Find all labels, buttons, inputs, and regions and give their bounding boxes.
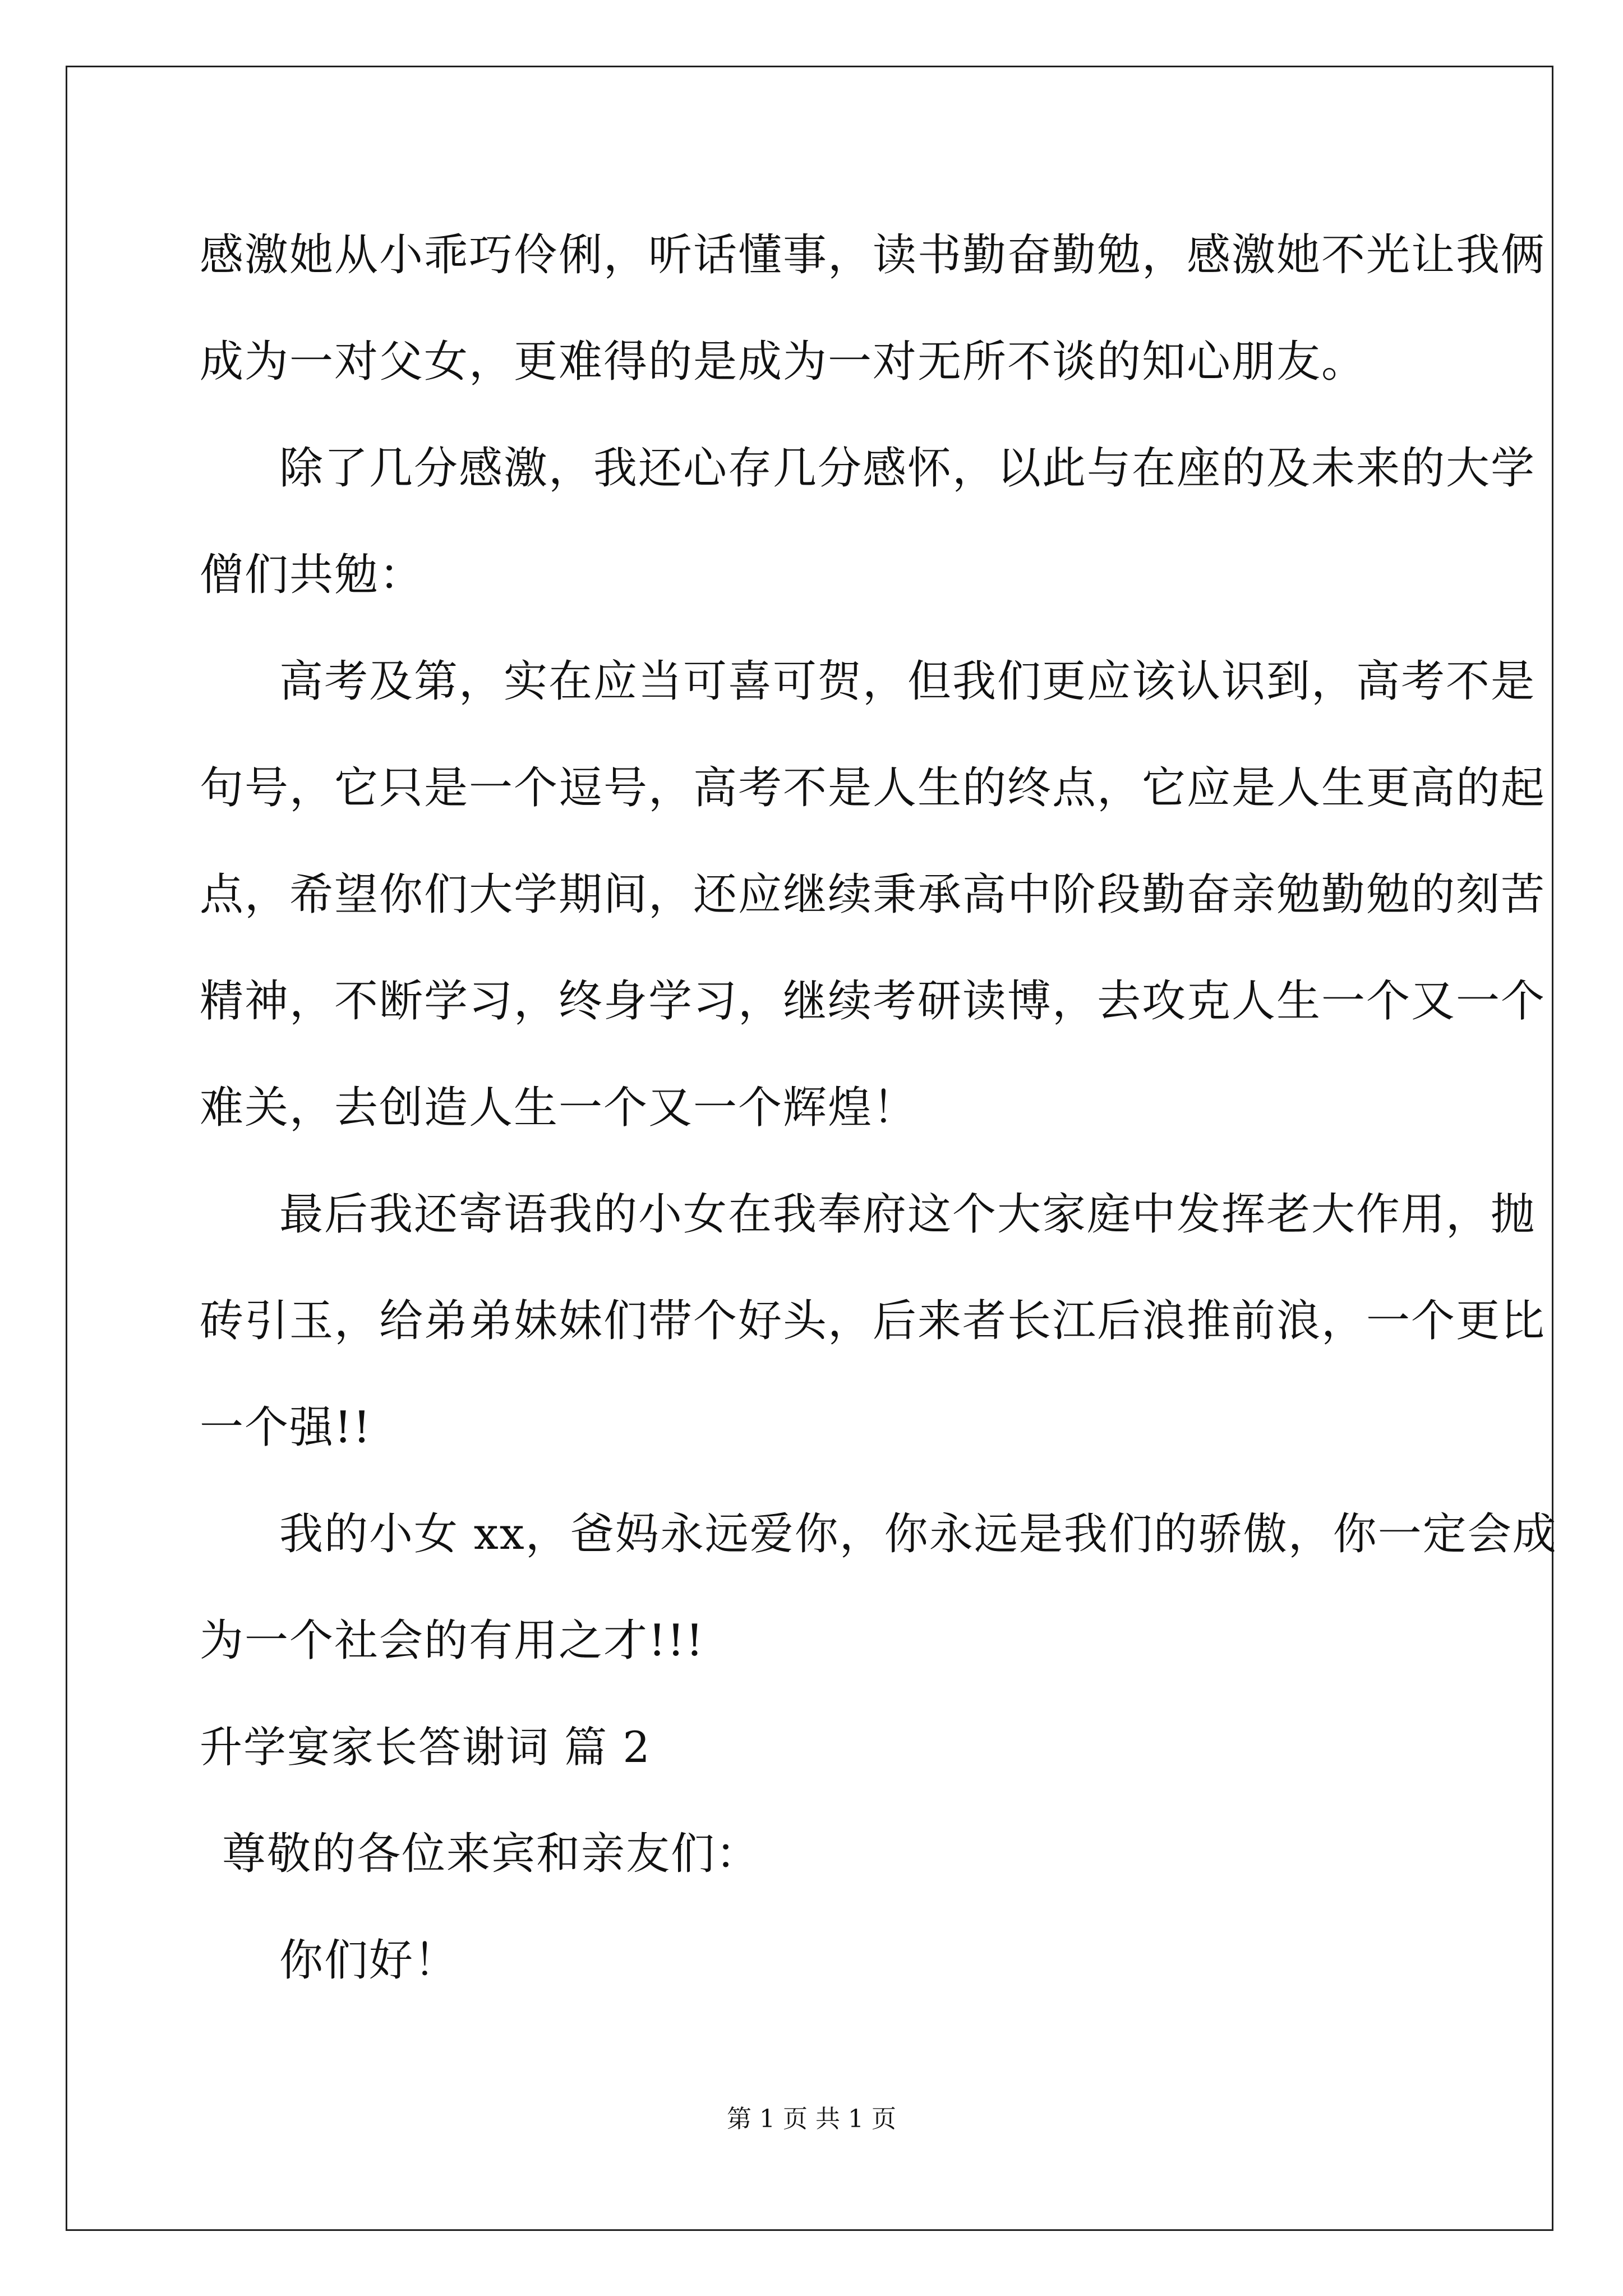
paragraph-line: 句号，它只是一个逗号，高考不是人生的终点，它应是人生更高的起	[200, 763, 1546, 813]
paragraph-line: 高考及第，实在应当可喜可贺，但我们更应该认识到，高考不是	[279, 656, 1536, 707]
paragraph-line: 最后我还寄语我的小女在我奉府这个大家庭中发挥老大作用，抛	[279, 1189, 1536, 1240]
section-heading: 升学宴家长答谢词 篇 2	[200, 1722, 651, 1772]
greeting: 你们好！	[279, 1935, 459, 1986]
paragraph-line: 僧们共勉：	[200, 550, 425, 600]
paragraph-line: 我的小女 xx，爸妈永远爱你，你永远是我们的骄傲，你一定会成	[279, 1509, 1557, 1559]
paragraph-line: 成为一对父女，更难得的是成为一对无所不谈的知心朋友。	[200, 337, 1367, 387]
paragraph-line: 点，希望你们大学期间，还应继续秉承高中阶段勤奋亲勉勤勉的刻苦	[200, 869, 1546, 920]
paragraph-line: 除了几分感激，我还心存几分感怀，以此与在座的及未来的大学	[279, 443, 1536, 494]
paragraph-line: 为一个社会的有用之才!!!	[200, 1616, 705, 1666]
paragraph-line: 一个强!!	[200, 1402, 372, 1453]
paragraph-line: 砖引玉，给弟弟妹妹们带个好头，后来者长江后浪推前浪，一个更比	[200, 1296, 1546, 1346]
paragraph-line: 感激她从小乖巧伶俐，听话懂事，读书勤奋勤勉，感激她不光让我俩	[200, 230, 1546, 280]
paragraph-line: 精神，不断学习，终身学习，继续考研读博，去攻克人生一个又一个	[200, 976, 1546, 1027]
paragraph-line: 难关，去创造人生一个又一个辉煌！	[200, 1083, 918, 1133]
page-footer: 第 1 页 共 1 页	[727, 2105, 896, 2133]
salutation: 尊敬的各位来宾和亲友们：	[222, 1829, 761, 1879]
document-body	[200, 202, 1557, 2014]
